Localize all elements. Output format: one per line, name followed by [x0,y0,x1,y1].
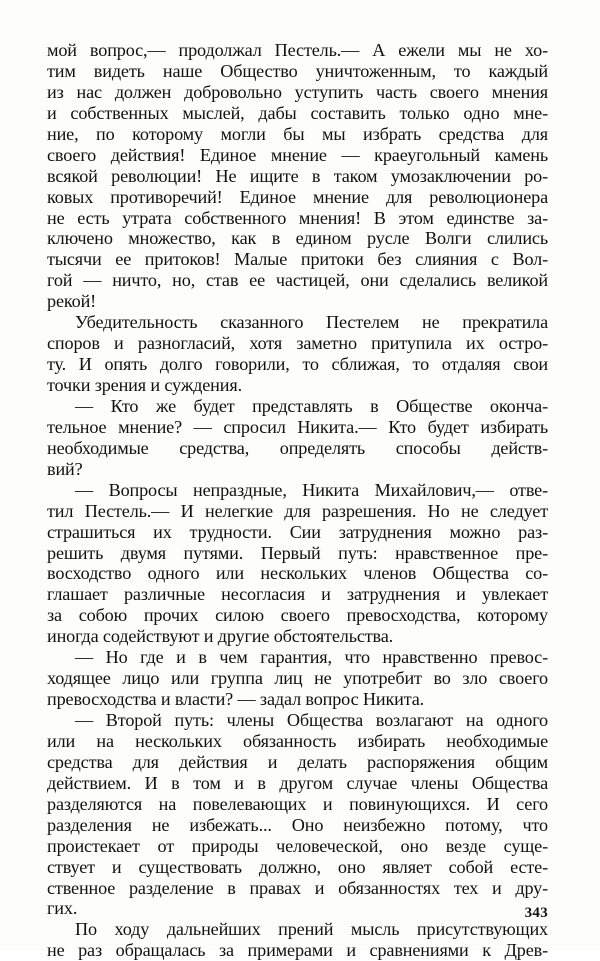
text-line-19: тельное мнение? — спросил Никита.— Кто будет избирать [47,416,548,437]
text-line-22: — Вопросы непраздные, Никита Михайлович,— отве- [75,479,548,500]
text-line-18: — Кто же будет представлять в Обществе оконча- [75,395,548,416]
text-line-20: необходимые средства, определять способы действ- [47,437,548,458]
text-line-9: не есть утрата собственного мнения! В этом единстве за- [47,207,548,228]
text-line-34: или на нескольких обязанность избирать необходимые [47,730,548,751]
text-line-42: гих. [47,898,78,919]
text-line-39: проистекает от природы человеческой, оно везде суще- [47,835,548,856]
text-line-8: ковых противоречий! Единое мнение для революционера [47,186,548,207]
text-line-3: из нас должен добровольно уступить часть своего мнения [47,81,548,102]
page-number: 343 [524,905,548,921]
text-line-12: гой — ничто, но, став ее частицей, они сделались великой [47,270,548,291]
text-line-41: ственное разделение в правах и обязанностях тех и дру- [47,877,548,898]
text-line-28: за собою прочих силою своего превосходства, которому [47,605,548,626]
text-line-38: разделения не избежать... Оно неизбежно потому, что [47,814,548,835]
text-line-2: тим видеть наше Общество уничтоженным, то каждый [47,60,548,81]
text-line-33: — Второй путь: члены Общества возлагают на одного [75,710,548,730]
text-line-13: рекой! [47,291,97,312]
text-line-44: не раз обращалась за примерами и сравнениями к Древ- [47,940,548,961]
text-line-37: разделяются на повелевающих и повинующихся. И сего [47,793,548,814]
text-line-7: всякой революции! Не ищите в таком умозаключении ро- [47,165,548,186]
text-line-26: восходство одного или нескольких членов Общества со- [47,563,548,584]
text-line-5: ние, по которому могли бы мы избрать средства для [47,123,548,144]
text-line-24: страшиться их трудности. Сии затруднения можно раз- [47,521,548,542]
text-line-11: тысячи ее притоков! Малые притоки без слияния с Вол- [47,249,548,270]
text-line-35: средства для действия и делать распоряжения общим [47,751,548,772]
body-text [47,40,548,961]
text-line-29: иногда содействуют и другие обстоятельства. [47,626,394,647]
text-line-36: действием. И в том и в другом случае члены Общества [47,772,548,793]
text-line-10: ключено множество, как в едином русле Волги слились [47,228,548,249]
text-line-31: ходящее лицо или группа лиц не употребит во зло своего [47,668,548,689]
text-line-17: точки зрения и суждения. [47,375,242,395]
text-line-6: своего действия! Единое мнение — краеугольный камень [47,144,548,165]
text-line-40: ствует и существовать должно, оно являет собой есте- [47,856,548,877]
text-line-16: ту. И опять долго говорили, то сближая, то отдаляя свои [47,354,548,375]
text-line-14: Убедительность сказанного Пестелем не прекратила [75,312,548,333]
text-line-15: споров и разногласий, хотя заметно притупила их остро- [47,333,548,354]
text-line-23: тил Пестель.— И нелегкие для разрешения. Но не следует [47,500,548,521]
text-line-30: — Но где и в чем гарантия, что нравственно превос- [75,647,548,668]
text-line-25: решить двумя путями. Первый путь: нравственное пре- [47,542,548,563]
text-line-21: вий? [47,458,83,479]
text-line-27: глашает различные несогласия и затруднения и увлекает [47,584,548,605]
text-line-32: превосходства и власти? — задал вопрос Никита. [47,689,425,710]
text-line-4: и собственных мыслей, дабы составить только одно мне- [47,102,548,123]
text-line-43: По ходу дальнейших прений мысль присутствующих [75,919,548,940]
text-line-1: мой вопрос,— продолжал Пестель.— А ежели мы не хо- [47,40,548,60]
